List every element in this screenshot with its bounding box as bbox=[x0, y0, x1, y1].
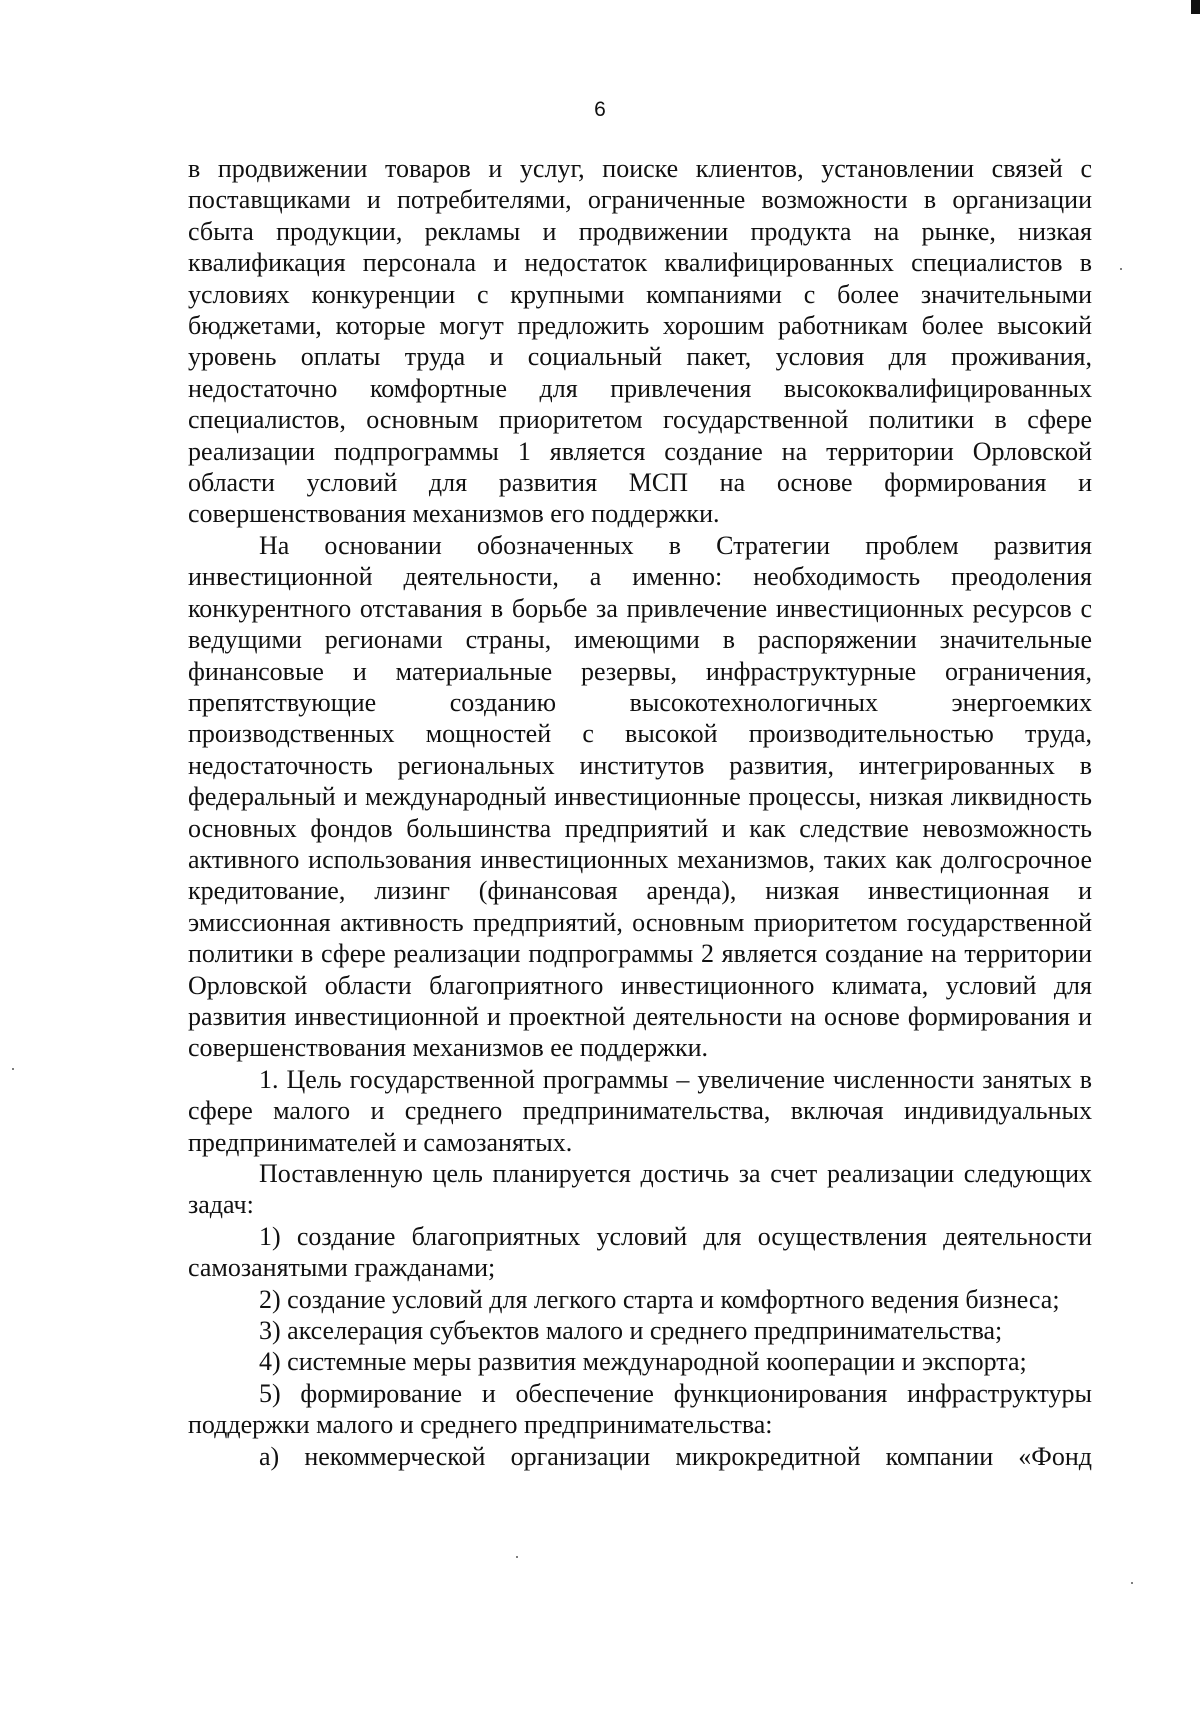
scan-speck bbox=[1120, 268, 1122, 270]
paragraph-tasks-intro: Поставленную цель планируется достичь за счет реализации следующих задач: bbox=[188, 1159, 1092, 1220]
subitem-a: а) некоммерческой организации микрокредитной компании «Фонд bbox=[259, 1441, 1092, 1471]
paragraph-investment-problems: На основании обозначенных в Стратегии проблем развития инвестиционной деятельности, а именно: необходимость преодоления конкурентного отставания в борьбе за привлечение инвестиционных ресурсов с ведущими регионами страны, имеющими в распоряжении значительные финансовые и материальные резервы, инфраструктурные ограничения, препятствующие созданию высокотехнологичных энергоемких производственных мощностей с высокой производительностью труда, недостаточность региональных институтов развития, интегрированных в федеральный и международный инвестиционные процессы, низкая ликвидность основных фондов большинства предприятий и как следствие невозможность активного использования инвестиционных механизмов, таких как долгосрочное кредитование, лизинг (финансовая аренда), низкая инвестиционная и эмиссионная активность предприятий, основным приоритетом государственной политики в сфере реализации подпрограммы 2 является создание на территории Орловской области благоприятного инвестиционного климата, условий для развития инвестиционной и проектной деятельности на основе формирования и совершенствования механизмов ее поддержки. bbox=[188, 530, 1092, 1063]
corner-scan-mark bbox=[1191, 0, 1200, 14]
task-item-3: 3) акселерация субъектов малого и среднего предпринимательства; bbox=[259, 1316, 1003, 1346]
task-item-5: 5) формирование и обеспечение функционирования инфраструктуры поддержки малого и среднего предпринимательства: bbox=[188, 1378, 1092, 1440]
task-item-2: 2) создание условий для легкого старта и комфортного ведения бизнеса; bbox=[259, 1284, 1060, 1314]
scan-speck bbox=[12, 1068, 14, 1070]
scan-speck bbox=[516, 1556, 518, 1558]
document-body bbox=[188, 153, 1092, 1472]
paragraph-program-goal: 1. Цель государственной программы – увеличение численности занятых в сфере малого и среднего предпринимательства, включая индивидуальных предпринимателей и самозанятых. bbox=[188, 1064, 1092, 1157]
task-item-4: 4) системные меры развития международной кооперации и экспорта; bbox=[259, 1347, 1027, 1377]
page-number: 6 bbox=[594, 98, 606, 121]
paragraph-continuation: в продвижении товаров и услуг, поиске клиентов, установлении связей с поставщиками и потребителями, ограниченные возможности в организации сбыта продукции, рекламы и продвижении продукта на рынке, низкая квалификация персонала и недостаток квалифицированных специалистов в условиях конкуренции с крупными компаниями с более значительными бюджетами, которые могут предложить хорошим работникам более высокий уровень оплаты труда и социальный пакет, условия для проживания, недостаточно комфортные для привлечения высококвалифицированных специалистов, основным приоритетом государственной политики в сфере реализации подпрограммы 1 является создание на территории Орловской области условий для развития МСП на основе формирования и совершенствования механизмов его поддержки. bbox=[188, 154, 1092, 529]
task-item-1: 1) создание благоприятных условий для осуществления деятельности самозанятыми гражданами; bbox=[188, 1221, 1092, 1283]
scan-speck bbox=[1131, 1582, 1133, 1584]
